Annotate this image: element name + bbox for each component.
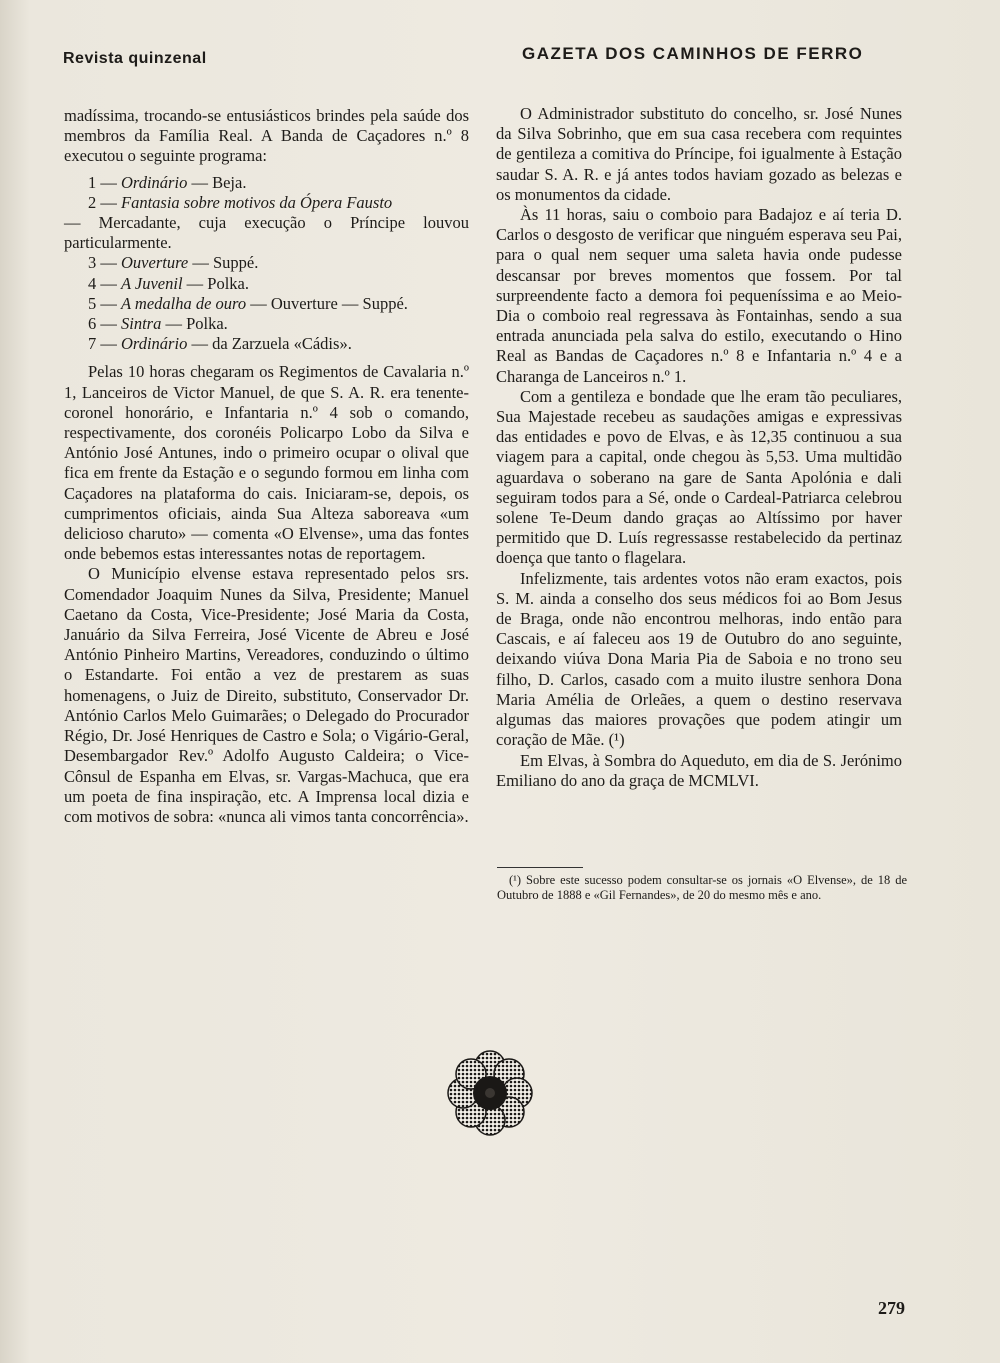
program-item-7: 7 — Ordinário — da Zarzuela «Cádis». (88, 334, 352, 354)
page-number: 279 (878, 1298, 905, 1318)
program-item-5: 5 — A medalha de ouro — Ouverture — Suppé. (88, 293, 408, 313)
right-column (496, 104, 902, 791)
left-paragraph-3: O Município elvense estava representado pelos srs. Comendador Joaquim Nunes da Silva, Presidente; Manuel Caetano da Costa, Vice-Presidente; José Maria da Costa, Januário da Silva Ferreira, José Vicente de Abreu e José António Pinheiro Martins, Vereadores, conduzindo o último o Estandarte. Foi então a vez de prestarem as suas homenagens, o Juiz de Direito, substituto, Conservador Dr. António Carlos Melo Guimarães; o Delegado do Procurador Régio, Dr. José Henriques de Castro e Sola; o Vigário-Geral, Desembargador Rev.º Adolfo Augusto Caldeira; o Vice-Cônsul de Espanha em Elvas, sr. Vargas-Machuca, que era um poeta de fina inspiração, etc. A Imprensa local dizia e com motivos de sobra: «nunca ali vimos tanta concorrência». (64, 564, 469, 826)
right-paragraph-2: Às 11 horas, saiu o comboio para Badajoz e aí teria D. Carlos o desgosto de verificar que ninguém esperava seu Pai, para o qual nem sequer uma saleta havia onde pudesse descansar por breves momentos que fossem. Por tal surpreendente facto a demora foi pequeníssima e ao Meio-Dia o comboio real regressava às Fontainhas, sendo a sua entrada anunciada pela salva do estilo, executando o Hino Real as Bandas de Caçadores n.º 8 e Infantaria n.º 4 e a Charanga de Lanceiros n.º 1. (496, 205, 902, 386)
footnote-rule (497, 867, 583, 868)
right-paragraph-3: Com a gentileza e bondade que lhe eram tão peculiares, Sua Majestade recebeu as saudações amigas e expressivas das entidades e povo de Elvas, e às 12,35 continuou a sua viagem para a capital, onde chegou às 5,53. Uma multidão aguardava o soberano na gare de Santa Apolónia e dali seguiram todos para a Sé, onde o Cardeal-Patriarca celebrou solene Te-Deum dando graças ao Altíssimo por haver permitido que D. Luís regressasse restabelecido da pertinaz doença que tanto o flagelara. (496, 386, 902, 568)
program-item-4: 4 — A Juvenil — Polka. (88, 273, 250, 293)
program-item-1: 1 — Ordinário — Beja. (88, 172, 247, 192)
right-paragraph-5: Em Elvas, à Sombra do Aqueduto, em dia de S. Jerónimo Emiliano do ano da graça de MCMLVI. (496, 750, 902, 790)
right-paragraph-1: O Administrador substituto do concelho, sr. José Nunes da Silva Sobrinho, que em sua casa recebera com requintes de gentileza a comitiva do Príncipe, foi igualmente à Estação saudar S. A. R. e já antes todos haviam gozado as belezas e os monumentos da cidade. (496, 104, 902, 204)
program-item-3: 3 — Ouverture — Suppé. (88, 253, 259, 273)
footnote: (¹) Sobre este sucesso podem consultar-se os jornais «O Elvense», de 18 de Outubro de 1888 e «Gil Fernandes», de 20 do mesmo mês e ano. (497, 873, 907, 902)
celtic-knot-ornament-icon (445, 1048, 535, 1138)
program-item-2-continuation: — Mercadante, cuja execução o Príncipe louvou particularmente. (64, 213, 469, 253)
left-paragraph-1: madíssima, trocando-se entusiásticos brindes pela saúde dos membros da Família Real. A Banda de Caçadores n.º 8 executou o seguinte programa: (64, 106, 469, 166)
left-column (64, 106, 469, 827)
left-paragraph-2: Pelas 10 horas chegaram os Regimentos de Cavalaria n.º 1, Lanceiros de Victor Manuel, de que S. A. R. era tenente-coronel honorário, e Infantaria n.º 4 sob o comando, respectivamente, dos coronéis Policarpo Lobo da Silva e António José Antunes, indo o primeiro ocupar o olival que fica em frente da Estação e o segundo formou em linha com Caçadores na plataforma do cais. Iniciaram-se, depois, os cumprimentos oficiais, ainda Sua Alteza saboreava «um delicioso charuto» — comenta «O Elvense», uma das fontes onde bebemos estas interessantes notas de reportagem. (64, 362, 469, 564)
music-program-list (64, 173, 469, 355)
program-item-2: 2 — Fantasia sobre motivos da Ópera Fausto (88, 192, 393, 212)
program-item-6: 6 — Sintra — Polka. (88, 314, 228, 334)
running-header-right: GAZETA DOS CAMINHOS DE FERRO (522, 44, 864, 63)
right-paragraph-4: Infelizmente, tais ardentes votos não eram exactos, pois S. M. ainda a conselho dos seus médicos foi ao Bom Jesus de Braga, onde não encontrou melhoras, indo então para Cascais, e aí faleceu aos 19 de Outubro do ano seguinte, deixando viúva Dona Maria Pia de Saboia e no trono seu filho, D. Carlos, casado com a muito ilustre senhora Dona Maria Amélia de Orleães, a quem o destino reservava algumas das maiores provações que podem atingir um coração de Mãe. (¹) (496, 568, 902, 750)
running-header-left: Revista quinzenal (63, 50, 207, 67)
